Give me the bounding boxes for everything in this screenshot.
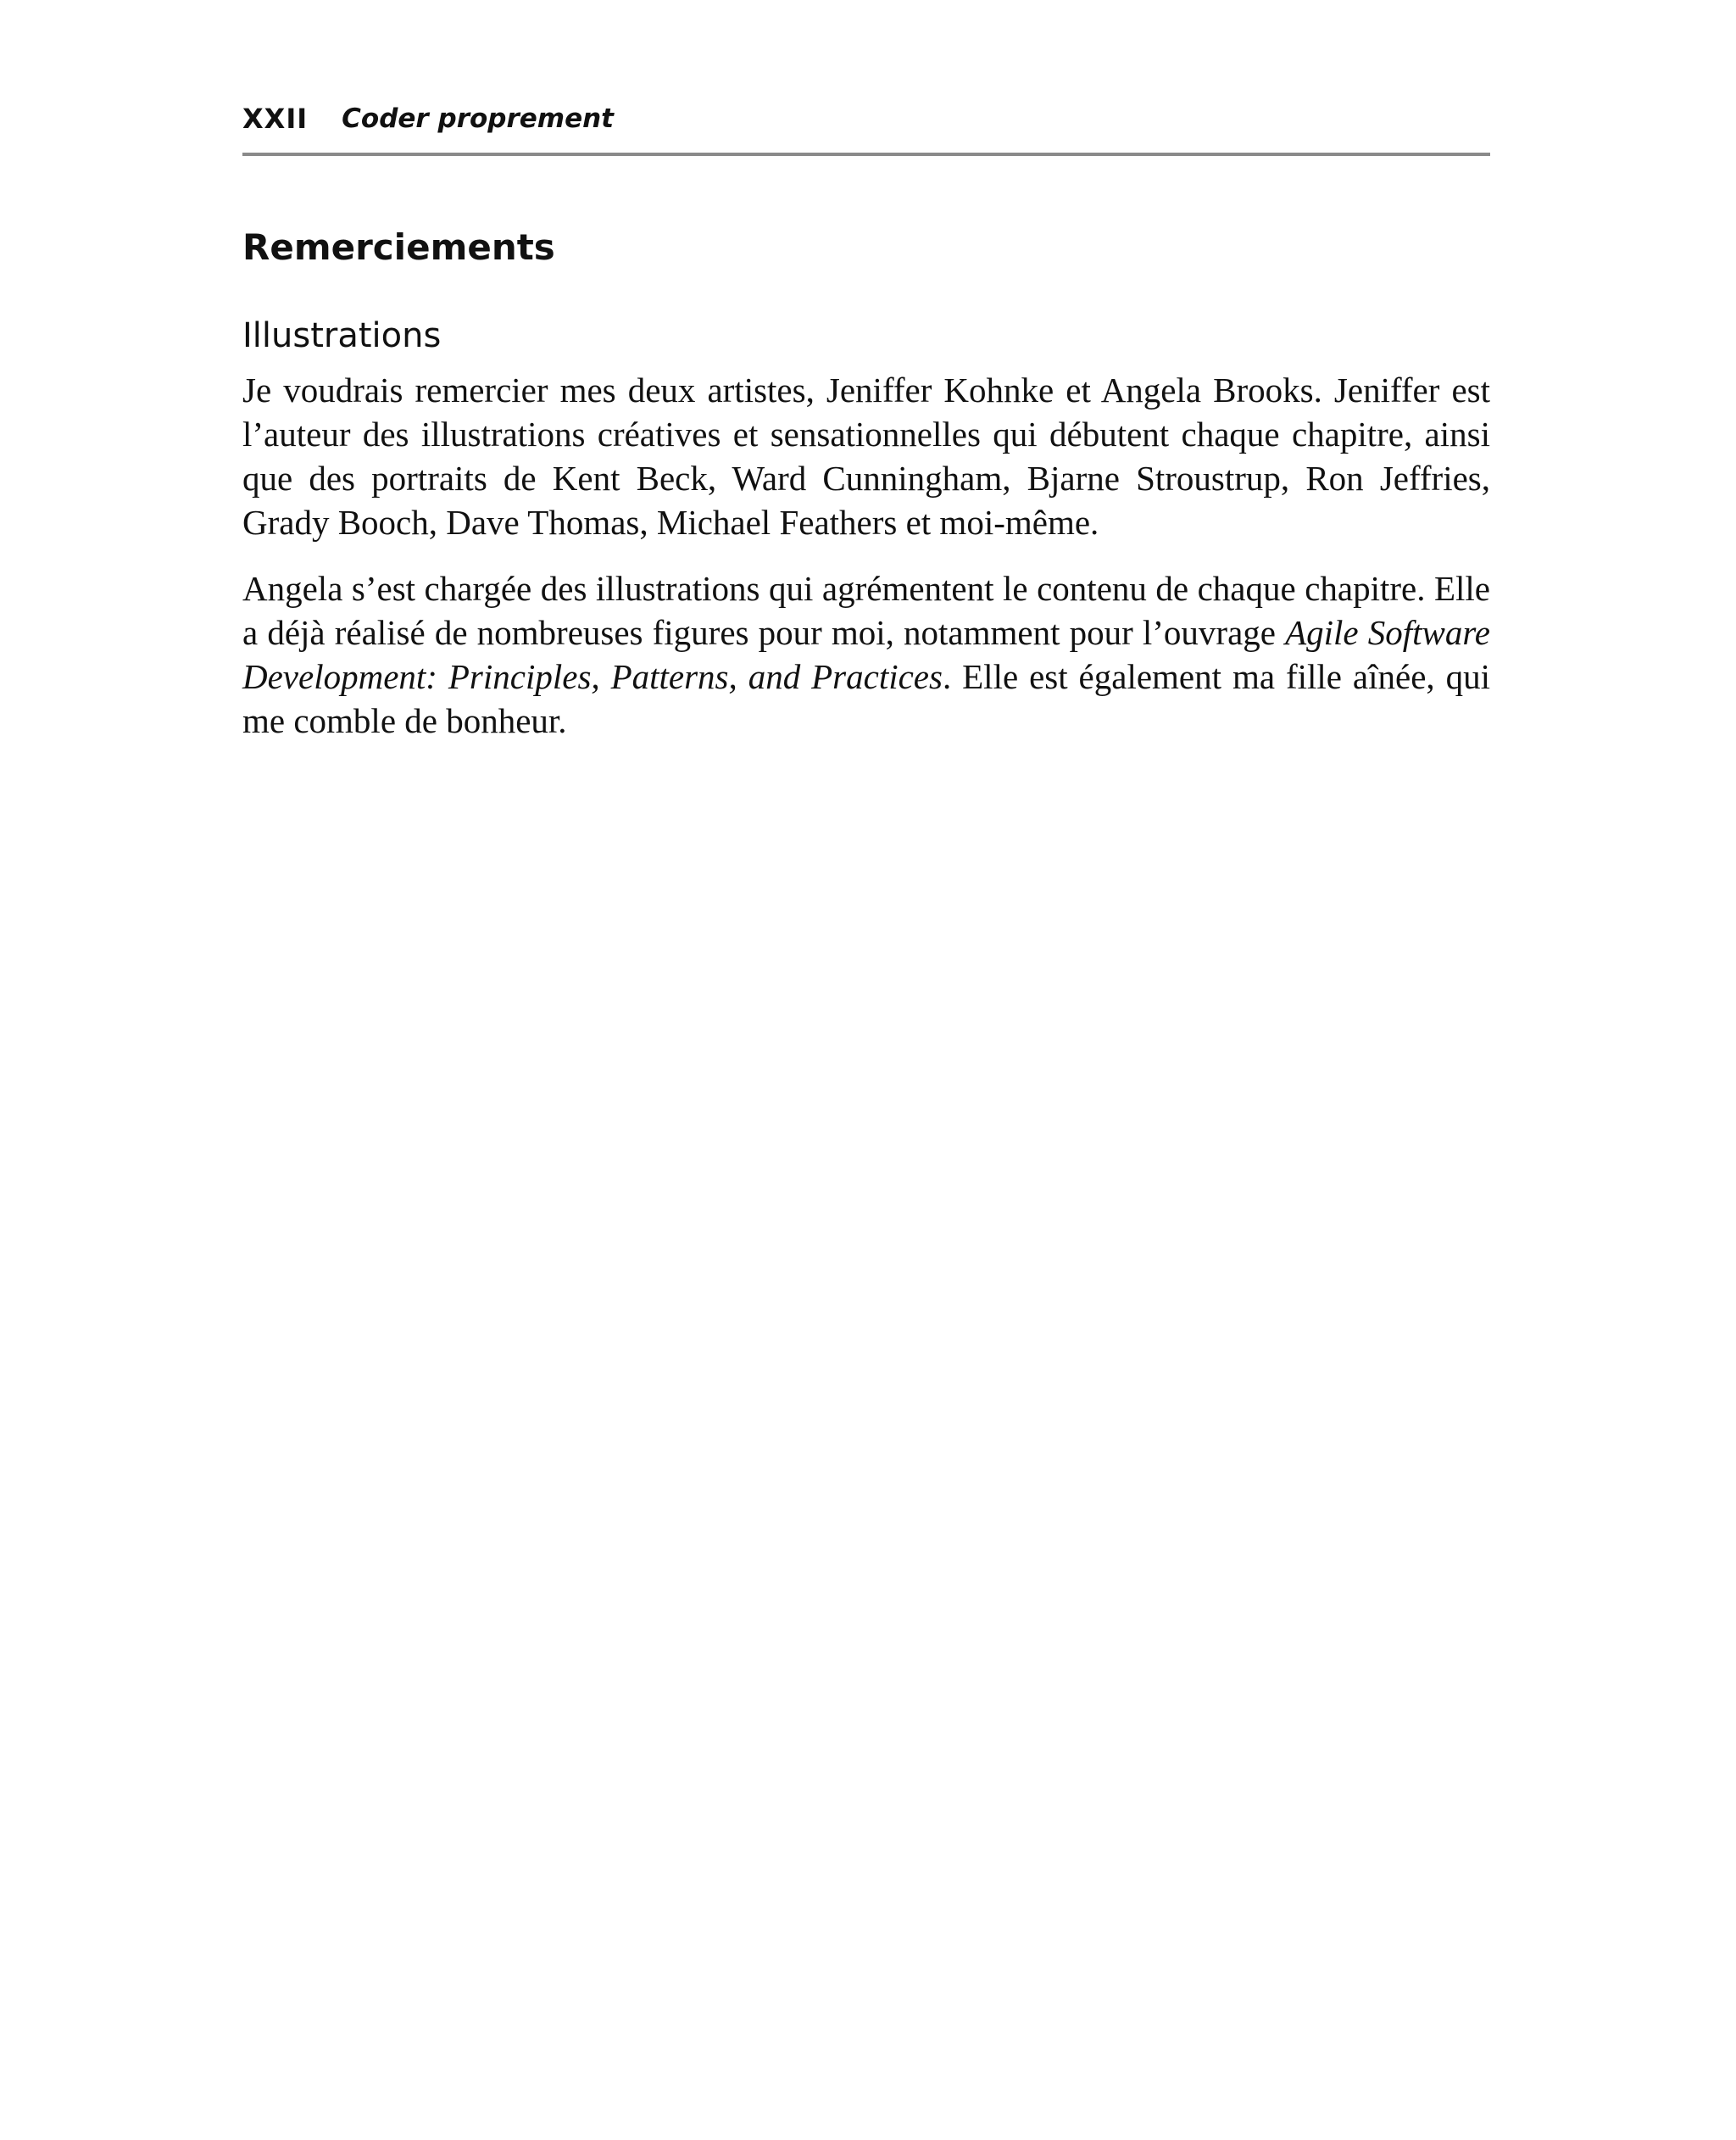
paragraph-2-book-title: Agile Software Development: Principles, Patterns, and Practices <box>242 613 1490 696</box>
chapter-heading: Remerciements <box>242 226 555 268</box>
page-number: XXII <box>242 103 309 135</box>
section-heading: Illustrations <box>242 316 442 355</box>
paragraph-2 <box>242 566 1490 743</box>
running-book-title: Coder proprement <box>342 103 614 134</box>
paragraph-2-text-end: . Elle est également ma fille aînée, qui me comble de bonheur. <box>242 657 1490 740</box>
running-header <box>242 100 1490 156</box>
paragraph-2-text-start: Angela s’est chargée des illustrations qui agrémentent le contenu de chaque chapitre. Elle a déjà réalisé de nombreuses figures pour moi, notamment pour l’ouvrage <box>242 569 1490 652</box>
paragraph-1: Je voudrais remercier mes deux artistes, Jeniffer Kohnke et Angela Brooks. Jeniffer est l’auteur des illustrations créatives et sensationnelles qui débutent chaque chapitre, ainsi que des portraits de Kent Beck, Ward Cunningham, Bjarne Stroustrup, Ron Jeffries, Grady Booch, Dave Thomas, Michael Feathers et moi-même. <box>242 371 1490 542</box>
